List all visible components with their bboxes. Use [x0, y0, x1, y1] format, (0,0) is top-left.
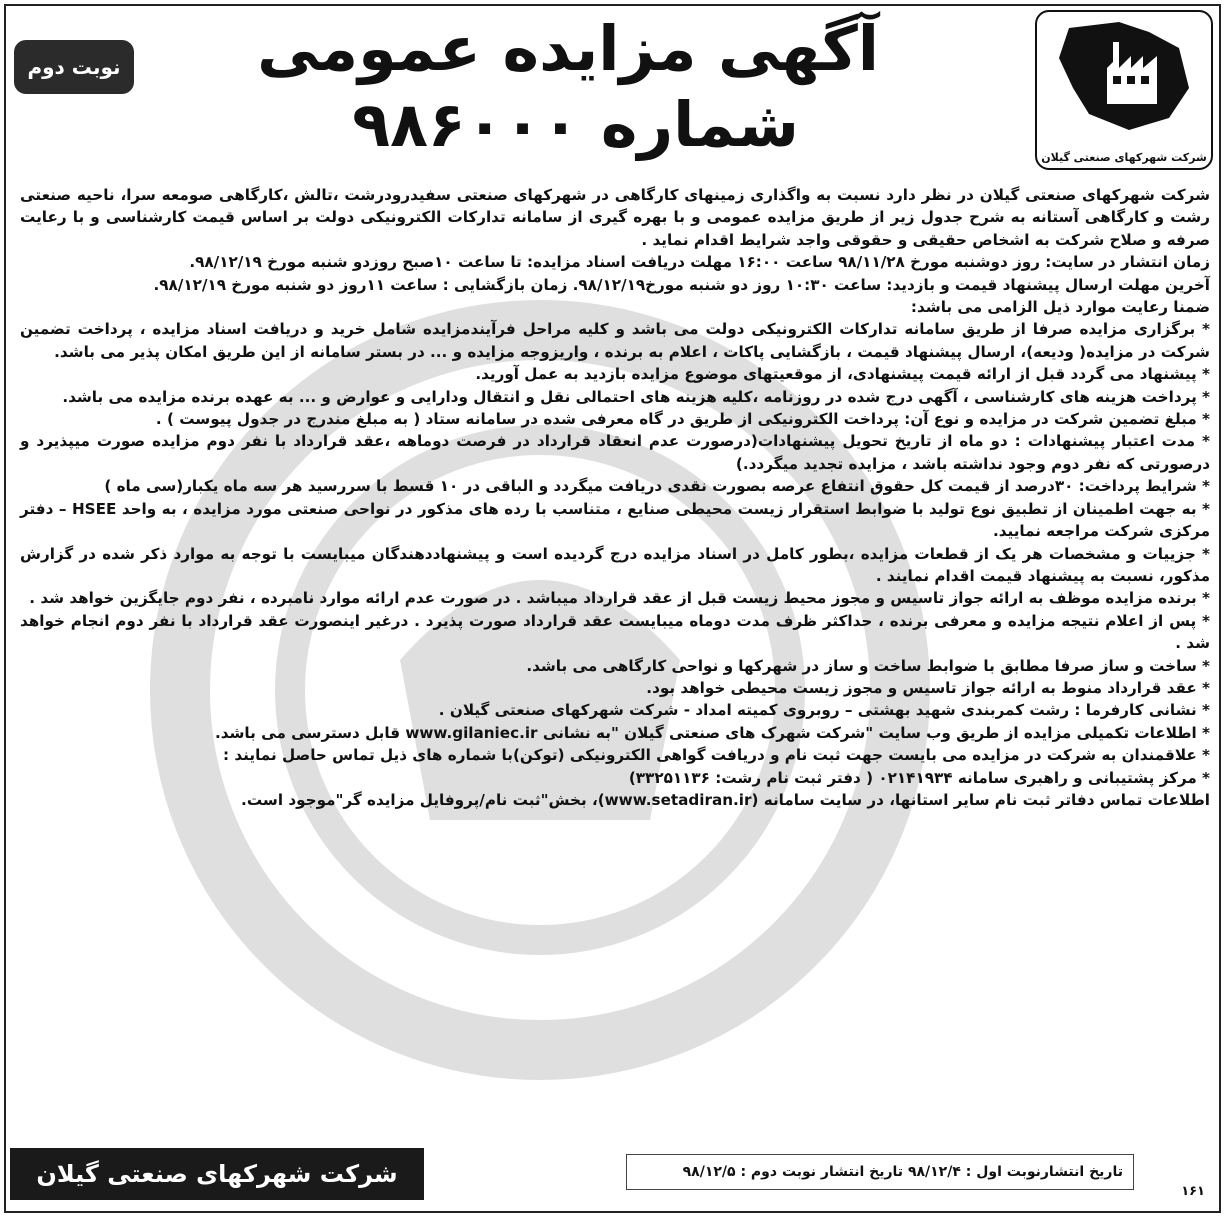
paragraph: * جزییات و مشخصات هر یک از قطعات مزایده ،بطور کامل در اسناد مزایده درج گردیده است و پیشنهاددهندگان میبایست با توجه به موارد ذکر شده در گزارش مذکور، نسبت به پیشنهاد قیمت اقدام نمایند .	[20, 544, 1210, 585]
publication-dates: تاریخ انتشارنوبت اول : ۹۸/۱۲/۴ تاریخ انتشار نوبت دوم : ۹۸/۱۲/۵	[626, 1154, 1134, 1190]
paragraph: * پیشنهاد می گردد قبل از ارائه قیمت پیشنهادی، از موقعیتهای موضوع مزایده بازدید به عمل آورید.	[475, 365, 1210, 384]
paragraph: * مرکز پشتیبانی و راهبری سامانه ۰۲۱۴۱۹۳۴ ( دفتر ثبت نام رشت: ۳۳۲۵۱۱۳۶)	[628, 768, 1210, 787]
paragraph: * شرایط پرداخت: ۳۰درصد از قیمت کل حقوق انتفاع عرصه بصورت نقدی دریافت میگردد و الباقی در ۱۰ قسط با سررسید هر سه ماه یکبار(سی ماه )	[104, 477, 1210, 496]
page-number: ۱۶۱	[1181, 1184, 1205, 1199]
paragraph: * اطلاعات تکمیلی مزایده از طریق وب سایت "شرکت شهرک های صنعتی گیلان "به نشانی www.gilaniec.ir قابل دسترسی می باشد.	[214, 723, 1210, 742]
footer-company: شرکت شهرکهای صنعتی گیلان	[10, 1148, 424, 1200]
paragraph: * مبلغ تضمین شرکت در مزایده و نوع آن: پرداخت الکترونیکی از طریق در گاه معرفی شده در سامانه ستاد ( به مبلغ مندرج در جدول پیوست ) .	[155, 410, 1210, 429]
paragraph: * پرداخت هزینه های کارشناسی ، آگهی درج شده در روزنامه ،کلیه هزینه های احتمالی نقل و انتقال ودارایی و عوارض و ... به عهده برنده مزایده می باشد.	[62, 387, 1210, 406]
paragraph: آخرین مهلت ارسال پیشنهاد قیمت و بازدید: ساعت ۱۰:۳۰ روز دو شنبه مورخ۹۸/۱۲/۱۹. زمان بازگشایی : ساعت ۱۱روز دو شنبه مورخ ۹۸/۱۲/۱۹.	[153, 275, 1210, 294]
paragraph: ضمنا رعایت موارد ذیل الزامی می باشد:	[910, 298, 1210, 317]
paragraph: * عقد قرارداد منوط به ارائه جواز تاسیس و مجوز زیست محیطی خواهد بود.	[646, 678, 1210, 697]
paragraph: * پس از اعلام نتیجه مزایده و معرفی برنده ، حداکثر ظرف مدت دوماه میبایست عقد قرارداد صورت پذیرد . درغیر اینصورت عقد قرارداد با نفر دوم انجام خواهد شد .	[20, 611, 1210, 653]
header	[6, 6, 1219, 176]
paragraph: * برگزاری مزایده صرفا از طریق سامانه تدارکات الکترونیکی دولت می باشد و کلیه مراحل فرآیندمزایده شامل خرید و دریافت اسناد مزایده ، پرداخت تضمین شرکت در مزایده( ودیعه)، ارسال پیشنهاد قیمت ، بازگشایی پاکات ، اعلام به برنده ، واریزوجه مزایده و ... در بستر سامانه از این طریق امکان پذیر می باشد.	[20, 320, 1210, 361]
paragraph: * برنده مزایده موظف به ارائه جواز تاسیس و مجوز محیط زیست قبل از عقد قرارداد میباشد . در صورت عدم ارائه موارد نامبرده ، نفر دوم جایگزین خواهد شد .	[29, 589, 1210, 608]
round-badge: نوبت دوم	[14, 40, 134, 94]
company-logo	[1035, 10, 1213, 170]
paragraph: * مدت اعتبار پیشنهادات : دو ماه از تاریخ تحویل پیشنهادات(درصورت عدم انعقاد قرارداد در فرصت دوماهه ،عقد قرارداد با نفر دوم مزایده صورت میپذیرد و درصورتی که نفر دوم وجود نداشته باشد ، مزایده تجدید میگردد.)	[20, 432, 1210, 473]
paragraph: * به جهت اطمینان از تطبیق نوع تولید با ضوابط استقرار زیست محیطی صنایع ، متناسب با رده های مذکور در نواحی صنعتی مورد مزایده ، به واحد HSEE – دفتر مرکزی شرکت مراجعه نمایید.	[20, 499, 1210, 541]
paragraph: * ساخت و ساز صرفا مطابق با ضوابط ساخت و ساز در شهرکها و نواحی کارگاهی می باشد.	[526, 656, 1210, 675]
iran-map-factory-icon	[1049, 18, 1199, 138]
paragraph: شرکت شهرکهای صنعتی گیلان در نظر دارد نسبت به واگذاری زمینهای کارگاهی در شهرکهای صنعتی سفیدرودرشت ،تالش ،کارگاهی صومعه سرا، ناحیه صنعتی رشت و کارگاهی آستانه به شرح جدول زیر از طریق مزایده عمومی و با بهره گیری از سامانه تدارکات الکترونیکی دولت بر اساس قیمت کارشناسی و با رعایت صرفه و صلاح شرکت به اشخاص حقیقی و حقوقی واجد شرایط اقدام نماید .	[20, 186, 1210, 249]
paragraph: * علاقمندان به شرکت در مزایده می بایست جهت ثبت نام و دریافت گواهی الکترونیکی (توکن)با شماره های ذیل تماس حاصل نمایند :	[223, 746, 1210, 765]
logo-text: شرکت شهرکهای صنعتی گیلان	[1041, 151, 1207, 164]
paragraph: * نشانی کارفرما : رشت کمربندی شهید بهشتی – روبروی کمیته امداد - شرکت شهرکهای صنعتی گیلان .	[438, 701, 1210, 720]
auction-number: شماره ۹۸۶۰۰۰	[352, 88, 799, 161]
page-title: آگهی مزایده عمومی	[257, 12, 879, 85]
notice-body	[20, 184, 1210, 811]
paragraph: اطلاعات تماس دفاتر ثبت نام سایر استانها، در سایت سامانه (www.setadiran.ir)، بخش"ثبت نام/پروفایل مزایده گر"موجود است.	[241, 790, 1210, 809]
paragraph: زمان انتشار در سایت: روز دوشنبه مورخ ۹۸/۱۱/۲۸ ساعت ۱۶:۰۰ مهلت دریافت اسناد مزایده: تا ساعت ۱۰صبح روزدو شنبه مورخ ۹۸/۱۲/۱۹.	[189, 253, 1210, 272]
